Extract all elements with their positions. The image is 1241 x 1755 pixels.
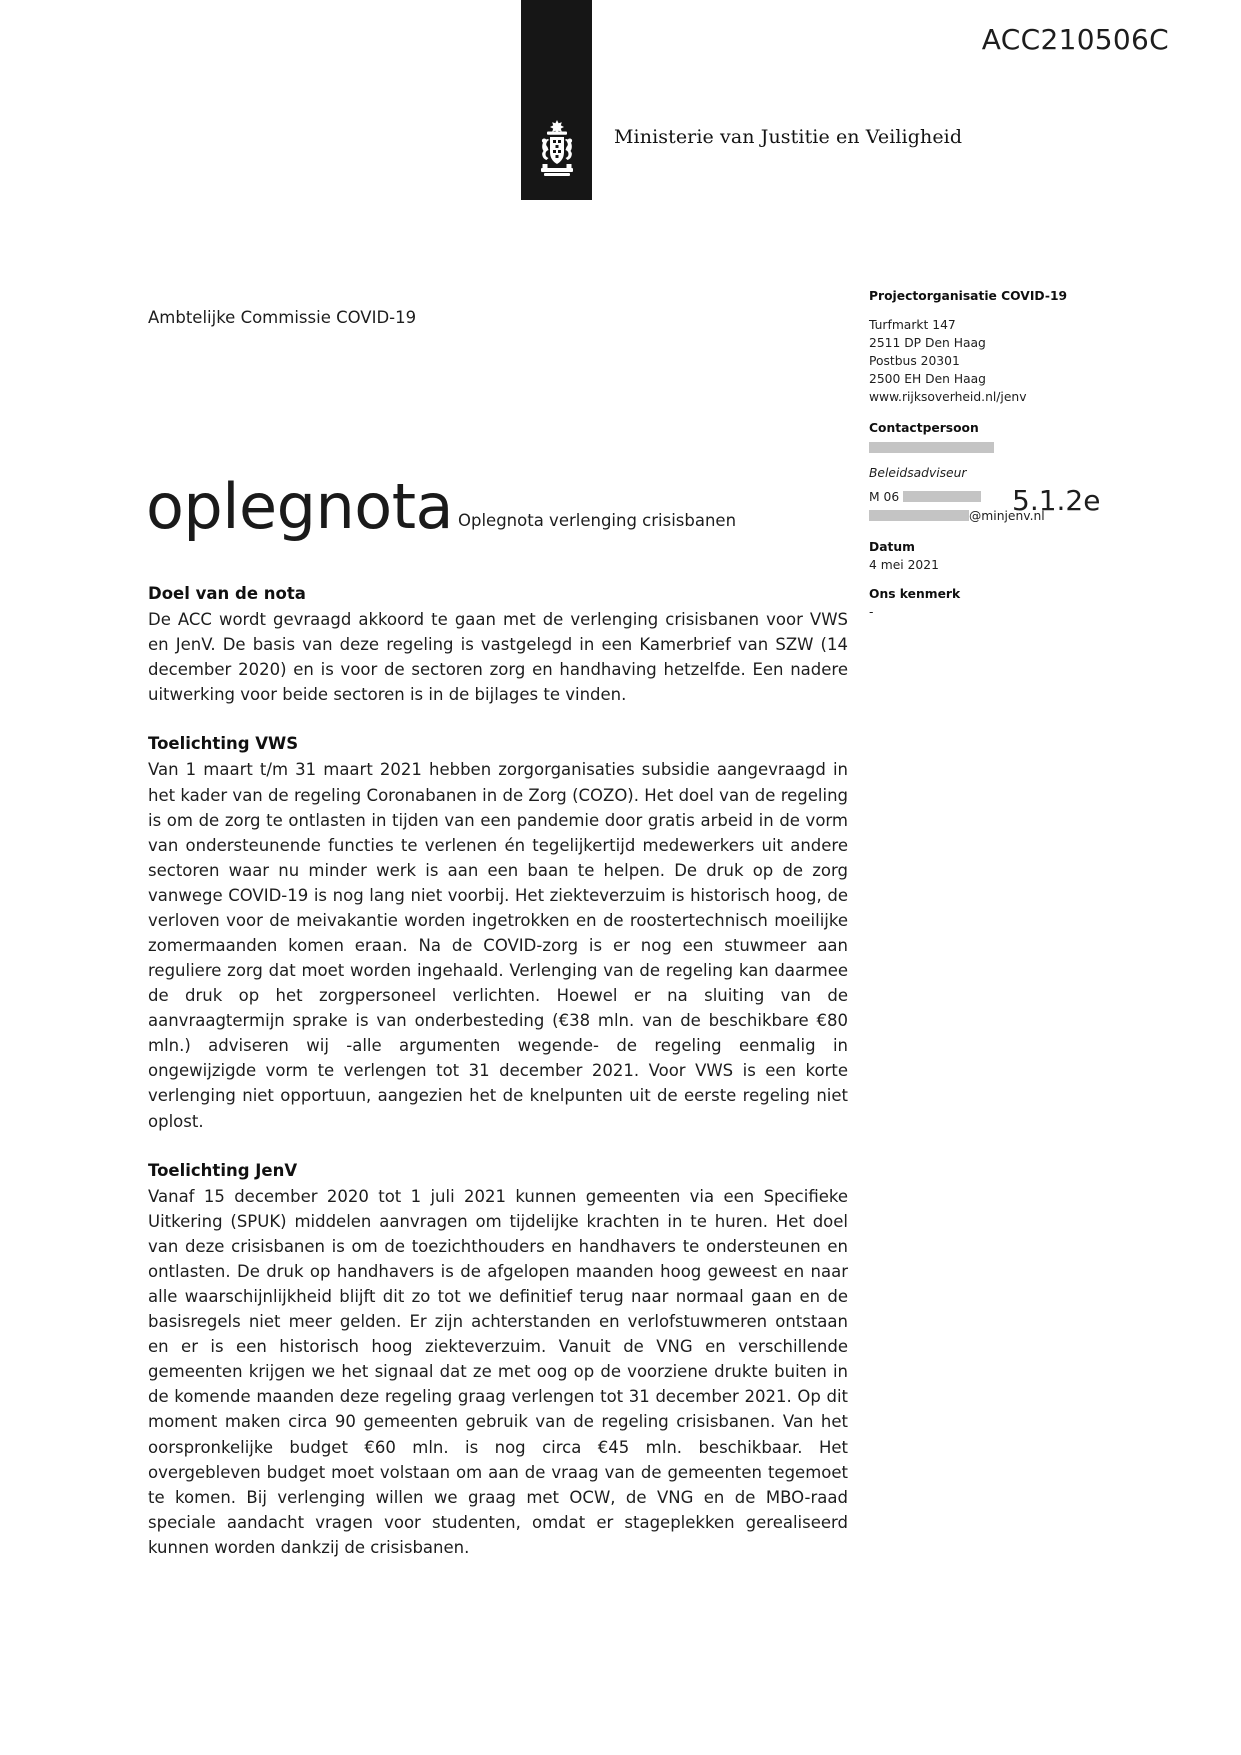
page-title: oplegnota [146,470,454,543]
section-text-vws: Van 1 maart t/m 31 maart 2021 hebben zorgorganisaties subsidie aangevraagd in het kader van de regeling Coronabanen in de Zorg (COZO). Het doel van de regeling is om de zorg te ontlasten in tijden van een pandemie door gratis arbeid in de vorm van ondersteunende functies te verlenen én tegelijkertijd medewerkers uit andere sectoren waar nu minder werk is aan een baan te helpen. De druk op de zorg vanwege COVID-19 is nog lang niet voorbij. Het ziekteverzuim is historisch hoog, de verloven voor de meivakantie worden ingetrokken en de roostertechnisch moeilijke zomermaanden komen eraan. Na de COVID-zorg is er nog een stuwmeer aan reguliere zorg dat moet worden ingehaald. Verlenging van de regeling kan daarmee de druk op het zorgpersoneel verlichten. Hoewel er na sluiting van de aanvraagtermijn sprake is van onderbesteding (€38 mln. van de beschikbare €80 mln.) adviseren wij -alle argumenten wegende- de regeling eenmalig in ongewijzigde vorm te verlengen tot 31 december 2021. Voor VWS is een korte verlenging niet opportuun, aangezien het de knelpunten uit de eerste regeling niet oplost. [148,760,848,1131]
dutch-coat-of-arms-icon [534,118,580,180]
ministry-name: Ministerie van Justitie en Veiligheid [614,126,963,148]
redacted-contact-name [869,442,994,453]
redaction-code: 5.1.2e [1012,484,1101,517]
email-domain: @minjenv.nl [969,508,1045,523]
section-spacer [148,707,848,731]
contact-role: Beleidsadviseur [869,465,967,480]
section-heading-vws: Toelichting VWS [148,734,299,754]
document-body [148,581,848,1560]
address-line: Turfmarkt 147 [869,318,956,333]
redacted-email-user [869,510,969,521]
document-subject: Oplegnota verlenging crisisbanen [458,511,737,530]
section-heading-doel: Doel van de nota [148,584,306,603]
addressee: Ambtelijke Commissie COVID-19 [148,308,417,327]
redacted-phone-number [903,491,981,502]
reference-label: Ons kenmerk [869,586,961,601]
sender-info-sidebar [869,287,1069,621]
address-line: Postbus 20301 [869,354,960,369]
contact-label: Contactpersoon [869,421,979,436]
section-heading-jenv: Toelichting JenV [148,1160,298,1180]
date-value: 4 mei 2021 [869,557,939,572]
address-block [869,316,1069,406]
ministry-logo-bar [521,0,592,200]
document-code: ACC210506C [981,23,1169,56]
section-text-jenv: Vanaf 15 december 2020 tot 1 juli 2021 kunnen gemeenten via een Specifieke Uitkering (SPUK) middelen aanvragen om tijdelijke krachten in te huren. Het doel van deze crisisbanen is om de toezichthouders en handhavers te ondersteunen en ontlasten. De druk op handhavers is de afgelopen maanden hoog geweest en naar alle waarschijnlijkheid blijft dit zo tot we definitief terug naar normaal gaan en de basisregels niet meer gelden. Er zijn achterstanden en verlofstuwmeren ontstaan en er is een historisch hoog ziekteverzuim. Vanuit de VNG en verschillende gemeenten krijgen we het signaal dat ze met oog op de voorziene drukte buiten in de komende maanden deze regeling graag verlengen tot 31 december 2021. Op dit moment maken circa 90 gemeenten gebruik van de regeling crisisbanen. Van het oorspronkelijke budget €60 mln. is nog circa €45 mln. beschikbaar. Het overgebleven budget moet volstaan om aan de vraag van de gemeenten tegemoet te komen. Bij verlenging willen we graag met OCW, de VNG en de MBO-raad speciale aandacht vragen voor studenten, omdat er stageplekken gerealiseerd kunnen worden dankzij de crisisbanen. [148,1186,848,1557]
section-spacer [148,1134,848,1158]
reference-value: - [869,604,874,619]
website-url: www.rijksoverheid.nl/jenv [869,390,1027,405]
address-line: 2500 EH Den Haag [869,372,986,387]
organisation-label: Projectorganisatie COVID-19 [869,289,1068,303]
date-label: Datum [869,539,915,554]
section-text-doel: De ACC wordt gevraagd akkoord te gaan met de verlenging crisisbanen voor VWS en JenV. De basis van deze regeling is vastgelegd in een Kamerbrief van SZW (14 december 2020) en is voor de sectoren zorg en handhaving hetzelfde. Een nadere uitwerking voor beide sectoren is in de bijlages te vinden. [148,610,848,705]
address-line: 2511 DP Den Haag [869,336,986,351]
phone-prefix: M 06 [869,489,900,504]
